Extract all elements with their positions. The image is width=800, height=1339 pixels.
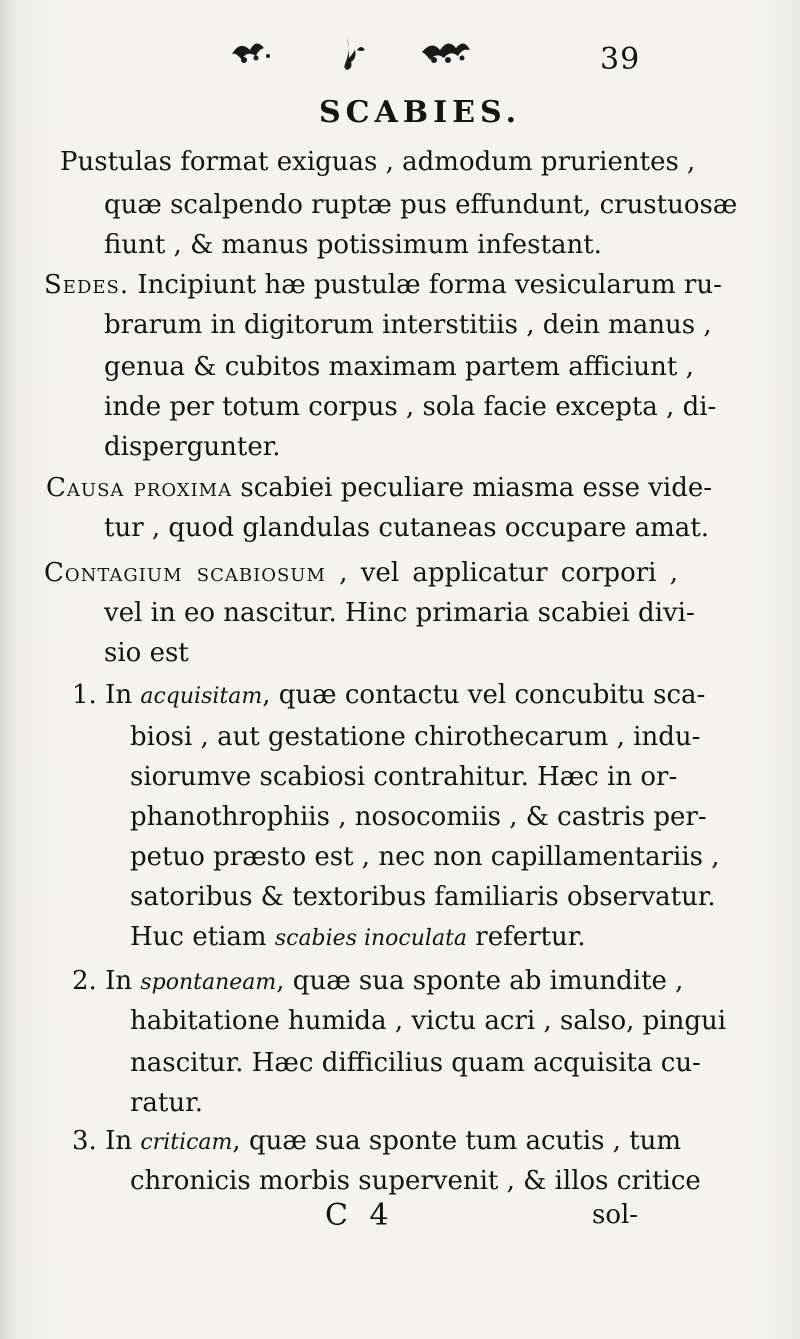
catchword: sol-: [592, 1200, 639, 1230]
signature-mark: C 4: [325, 1198, 395, 1233]
text-line: siorumve scabiosi contrahitur. Hæc in or-: [130, 762, 678, 792]
text-line: tur , quod glandulas cutaneas occupare amat.: [104, 513, 709, 543]
list-number: 2.: [72, 966, 97, 996]
text-line: nascitur. Hæc difficilius quam acquisita cu-: [130, 1048, 701, 1078]
text-line: Incipiunt hæ pustulæ forma vesicularum ru-: [129, 270, 722, 300]
text-line: Huc etiam: [130, 922, 275, 952]
text-fragment: In: [105, 680, 141, 710]
text-line: ratur.: [130, 1088, 203, 1118]
text-fragment: In: [105, 1126, 141, 1156]
list-item-1-last-line: [130, 922, 586, 954]
text-line: Pustulas format exiguas , admodum prurientes ,: [60, 147, 696, 177]
text-line: , vel applicatur corpori ,: [339, 558, 679, 588]
paragraph-causa-first-line: [46, 473, 713, 503]
list-number: 1.: [72, 680, 97, 710]
paragraph-sedes-first-line: [44, 270, 722, 300]
section-head: Contagium scabiosum: [44, 558, 326, 588]
text-line: genua & cubitos maximam partem afficiunt ,: [104, 352, 694, 382]
text-fragment: In: [105, 966, 141, 996]
section-head: Causa proxima: [46, 473, 233, 503]
term-italic: acquisitam: [140, 684, 263, 709]
list-item-3-first-line: [72, 1126, 682, 1158]
text-line: habitatione humida , victu acri , salso, pingui: [130, 1006, 727, 1036]
text-line: sio est: [104, 638, 189, 668]
text-line: scabiei peculiare miasma esse vide-: [232, 473, 713, 503]
section-head: Sedes.: [44, 270, 130, 300]
page-number: 39: [600, 42, 641, 77]
paragraph-contagium-first-line: [44, 558, 678, 588]
text-line: vel in eo nascitur. Hinc primaria scabiei divi-: [104, 598, 695, 628]
page-title: SCABIES.: [318, 95, 522, 130]
text-line: , quæ sua sponte ab imundite ,: [276, 966, 684, 996]
text-line: fiunt , & manus potissimum infestant.: [104, 230, 602, 260]
list-item-2-first-line: [72, 966, 684, 998]
text-line: dispergunter.: [104, 432, 281, 462]
term-italic: scabies inoculata: [274, 926, 468, 951]
text-line: chronicis morbis supervenit , & illos critice: [130, 1166, 701, 1196]
text-fragment: refertur.: [467, 922, 586, 952]
term-italic: spontaneam: [140, 970, 277, 995]
text-line: inde per totum corpus , sola facie excepta , di-: [104, 392, 717, 422]
text-line: , quæ sua sponte tum acutis , tum: [232, 1126, 682, 1156]
text-line: , quæ contactu vel concubitu sca-: [262, 680, 706, 710]
text-line: quæ scalpendo ruptæ pus effundunt, crustuosæ: [104, 190, 738, 220]
text-line: phanothrophiis , nosocomiis , & castris per-: [130, 802, 707, 832]
text-line: biosi , aut gestatione chirothecarum , indu-: [130, 722, 701, 752]
list-item-1-first-line: [72, 680, 706, 712]
text-line: petuo præsto est , nec non capillamentariis ,: [130, 842, 720, 872]
list-number: 3.: [72, 1126, 97, 1156]
text-line: brarum in digitorum interstitiis , dein manus ,: [104, 310, 712, 340]
text-line: satoribus & textoribus familiaris observatur.: [130, 882, 716, 912]
term-italic: criticam: [140, 1130, 233, 1155]
printer-ornament-icon: [222, 30, 502, 74]
